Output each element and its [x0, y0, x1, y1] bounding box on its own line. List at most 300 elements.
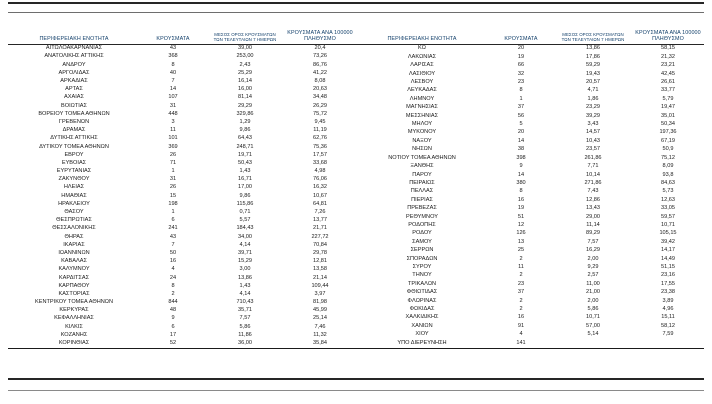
cell-cases: 91: [517, 322, 525, 329]
cell-region: ΑΡΤΑΣ: [65, 86, 83, 93]
cell-cases: 31: [169, 102, 177, 109]
cell-per100k: 5,73: [662, 188, 674, 195]
cell-avg: 271,86: [584, 179, 602, 186]
cell-region: ΑΡΓΟΛΙΔΑΣ: [58, 69, 90, 76]
cell-per100k: 17,57: [313, 151, 327, 158]
cell-per100k: 26,61: [661, 79, 675, 86]
table-row: [356, 314, 704, 322]
cell-per100k: 76,06: [313, 176, 327, 183]
cell-avg: 23,57: [586, 146, 600, 153]
table-row: [356, 306, 704, 314]
table-row: [356, 62, 704, 70]
cell-cases: 19: [517, 205, 525, 212]
cell-region: ΝΑΞΟΥ: [412, 137, 432, 144]
cell-avg: 13,43: [586, 205, 600, 212]
table-row: [8, 45, 356, 54]
cell-avg: [554, 339, 632, 348]
cell-cases: 9: [171, 315, 175, 322]
table-row: [356, 289, 704, 297]
cell-cases: 37: [517, 289, 525, 296]
cell-per100k: 75,72: [313, 110, 327, 117]
cell-region: ΣΠΟΡΑΔΩΝ: [406, 255, 438, 262]
cell-cases: 40: [169, 69, 177, 76]
cell-avg: 10,43: [586, 137, 600, 144]
cell-per100k: 11,19: [313, 127, 327, 134]
table-body-right: [356, 45, 704, 349]
cell-per100k: 34,48: [313, 94, 327, 101]
cell-avg: 35,71: [238, 307, 252, 314]
cell-cases: 844: [168, 299, 178, 306]
cell-region: ΔΥΤΙΚΗΣ ΑΤΤΙΚΗΣ: [50, 135, 98, 142]
cell-avg: 11,00: [586, 280, 600, 287]
cell-cases: 16: [517, 314, 525, 321]
column-header-region: [8, 22, 140, 45]
cell-per100k: 4,96: [662, 306, 674, 313]
cell-region: ΗΡΑΚΛΕΙΟΥ: [58, 200, 90, 207]
cell-avg: 16,71: [238, 176, 252, 183]
table-row: [8, 151, 356, 159]
cell-avg: 14,57: [586, 129, 600, 136]
cell-avg: 248,71: [236, 143, 254, 150]
cell-cases: 8: [171, 61, 175, 68]
cell-per100k: 10,67: [313, 192, 327, 199]
cell-avg: 15,29: [238, 258, 252, 265]
cell-cases: 2: [519, 306, 523, 313]
cell-cases: 8: [171, 282, 175, 289]
column-header-avg7d: [554, 22, 632, 45]
cell-region: ΞΑΝΘΗΣ: [410, 163, 434, 170]
bottom-rule-thick: [8, 378, 704, 380]
cell-region: ΦΘΙΩΤΙΔΑΣ: [406, 289, 438, 296]
cell-cases: 25: [517, 247, 525, 254]
table-row: [356, 196, 704, 204]
table-row: [8, 225, 356, 233]
cell-region: ΓΡΕΒΕΝΩΝ: [58, 118, 90, 125]
cell-cases: 15: [169, 192, 177, 199]
table-row: [8, 176, 356, 184]
table-row: [8, 233, 356, 241]
cell-per100k: 26,29: [313, 102, 327, 109]
table-row: [356, 222, 704, 230]
cell-per100k: 75,12: [661, 154, 675, 161]
cell-avg: 10,14: [586, 171, 600, 178]
column-header-region-label: ΠΕΡΙΦΕΡΕΙΑΚΗ ΕΝΟΤΗΤΑ: [387, 35, 457, 42]
cell-avg: 1,43: [239, 282, 251, 289]
table-row: [8, 291, 356, 299]
cell-avg: 7,57: [587, 238, 599, 245]
cell-region: ΡΟΔΟΥ: [412, 230, 432, 237]
table-row: [8, 102, 356, 110]
table-row: [8, 274, 356, 282]
cell-per100k: 7,26: [314, 209, 326, 216]
cell-region: ΠΕΛΛΑΣ: [410, 188, 434, 195]
cell-per100k: 58,12: [661, 322, 675, 329]
column-header-avg7d-line1: ΜΕΣΟΣ ΟΡΟΣ ΚΡΟΥΣΜΑΤΩΝ: [214, 32, 276, 38]
cell-region: ΗΜΑΘΙΑΣ: [61, 192, 87, 199]
cell-region: ΑΧΑΪΑΣ: [64, 94, 84, 101]
cell-cases: 107: [168, 94, 178, 101]
cell-region: ΑΡΚΑΔΙΑΣ: [60, 78, 88, 85]
cell-cases: 17: [169, 331, 177, 338]
table-row: [356, 205, 704, 213]
cell-per100k: 3,97: [314, 290, 326, 297]
cell-per100k: 8,08: [314, 78, 326, 85]
table-body-left: [8, 45, 356, 349]
cell-region: ΖΑΚΥΝΘΟΥ: [58, 176, 90, 183]
cell-cases: 1: [171, 168, 175, 175]
cell-region: ΤΡΙΚΑΛΩΝ: [407, 280, 437, 287]
cell-per100k: 9,45: [314, 118, 326, 125]
table-row: [356, 87, 704, 95]
cell-region: ΚΑΒΑΛΑΣ: [61, 258, 87, 265]
cell-cases: 66: [517, 62, 525, 69]
cell-per100k: 14,49: [661, 255, 675, 262]
cell-avg: 2,57: [587, 272, 599, 279]
cell-cases: 52: [140, 340, 206, 349]
table-row: [8, 315, 356, 323]
cell-cases: 8: [519, 87, 523, 94]
cell-region: ΠΡΕΒΕΖΑΣ: [407, 205, 437, 212]
cell-avg: 19,71: [238, 151, 252, 158]
cell-region: ΛΕΥΚΑΔΑΣ: [407, 87, 437, 94]
cell-avg: 9,86: [239, 127, 251, 134]
cell-cases: 23: [517, 280, 525, 287]
cell-avg: 9,29: [587, 263, 599, 270]
cell-per100k: 105,15: [659, 230, 677, 237]
table-row: [356, 146, 704, 154]
cell-per100k: 93,8: [662, 171, 674, 178]
cell-avg: 50,43: [238, 159, 252, 166]
table-row: [8, 242, 356, 250]
table-row: [8, 119, 356, 127]
cell-cases: 8: [519, 188, 523, 195]
cell-region: ΧΑΝΙΩΝ: [411, 322, 433, 329]
cell-per100k: 42,45: [661, 70, 675, 77]
table-row: [8, 332, 356, 340]
cell-cases: 51: [517, 213, 525, 220]
cell-avg: 21,00: [586, 289, 600, 296]
table-row: [356, 154, 704, 162]
cell-region: ΣΥΡΟΥ: [412, 263, 432, 270]
cell-cases: 1: [519, 95, 523, 102]
cell-avg: 16,29: [586, 247, 600, 254]
cell-cases: 448: [168, 110, 178, 117]
cell-cases: 16: [169, 258, 177, 265]
cell-cases: 26: [169, 151, 177, 158]
cell-region: ΘΕΣΣΑΛΟΝΙΚΗΣ: [52, 225, 96, 232]
table-row: [356, 53, 704, 61]
cell-region: ΙΩΑΝΝΙΝΩΝ: [58, 249, 90, 256]
cell-per100k: 20,4: [314, 45, 326, 52]
table-row: [8, 70, 356, 78]
cell-per100k: 59,57: [661, 213, 675, 220]
cell-per100k: 21,71: [313, 225, 327, 232]
cell-per100k: 13,77: [313, 217, 327, 224]
cell-cases: 56: [517, 112, 525, 119]
cell-cases: 7: [171, 78, 175, 85]
cell-cases: 7: [171, 241, 175, 248]
column-header-per100k-line1: ΚΡΟΥΣΜΑΤΑ ΑΝΑ 100000: [635, 30, 701, 37]
column-header-region-label: ΠΕΡΙΦΕΡΕΙΑΚΗ ΕΝΟΤΗΤΑ: [39, 35, 109, 42]
cell-per100k: 8,09: [662, 163, 674, 170]
cell-avg: 1,29: [239, 118, 251, 125]
cell-avg: 4,14: [239, 290, 251, 297]
cell-region: ΚΟΖΑΝΗΣ: [60, 331, 88, 338]
cell-per100k: 64,81: [313, 200, 327, 207]
cell-avg: 29,00: [586, 213, 600, 220]
table-row: [356, 280, 704, 288]
table-row: [8, 201, 356, 209]
cell-per100k: 197,36: [659, 129, 677, 136]
cell-region: ΣΕΡΡΩΝ: [410, 247, 434, 254]
cell-per100k: 58,15: [661, 45, 675, 52]
cell-per100k: 75,36: [313, 143, 327, 150]
table-row: [8, 168, 356, 176]
cell-cases: 14: [517, 137, 525, 144]
cell-avg: 17,86: [586, 53, 600, 60]
cell-cases: 6: [171, 217, 175, 224]
cell-region: ΛΕΣΒΟΥ: [410, 79, 434, 86]
cell-cases: 16: [517, 196, 525, 203]
cell-avg: 9,86: [239, 192, 251, 199]
table-row: [8, 53, 356, 61]
cell-avg: 3,43: [587, 121, 599, 128]
cell-avg: 13,86: [238, 274, 252, 281]
cell-avg: 10,71: [586, 314, 600, 321]
cell-per100k: 16,32: [313, 184, 327, 191]
cell-avg: 64,43: [238, 135, 252, 142]
cell-avg: 329,86: [236, 110, 254, 117]
regional-cases-table-right: [356, 22, 704, 349]
cell-per100k: 35,01: [661, 112, 675, 119]
top-rule-thick: [8, 2, 704, 4]
cell-per100k: 35,84: [284, 340, 356, 349]
cell-cases: 241: [168, 225, 178, 232]
cell-cases: 2: [519, 255, 523, 262]
table-row: [356, 171, 704, 179]
cell-avg: 25,29: [238, 69, 252, 76]
cell-region: ΠΙΕΡΙΑΣ: [411, 196, 433, 203]
cell-cases: 24: [169, 274, 177, 281]
table-row: [8, 282, 356, 290]
cell-avg: 20,57: [586, 79, 600, 86]
cell-region: ΧΑΛΚΙΔΙΚΗΣ: [405, 314, 439, 321]
cell-cases: 6: [171, 323, 175, 330]
cell-cases: 2: [519, 297, 523, 304]
cell-avg: 36,00: [206, 340, 284, 349]
cell-per100k: 13,58: [313, 266, 327, 273]
cell-avg: 2,00: [587, 255, 599, 262]
cell-per100k: 15,11: [661, 314, 675, 321]
cell-cases: 14: [517, 171, 525, 178]
cell-region: ΔΡΑΜΑΣ: [62, 127, 86, 134]
table-row: [356, 112, 704, 120]
table-row: [356, 137, 704, 145]
cell-region: ΜΕΣΣΗΝΙΑΣ: [405, 112, 439, 119]
column-header-per100k-line1: ΚΡΟΥΣΜΑΤΑ ΑΝΑ 100000: [287, 30, 353, 37]
cell-per100k: 5,79: [662, 95, 674, 102]
cell-region: ΡΟΔΟΠΗΣ: [408, 221, 436, 228]
cell-avg: 19,43: [586, 70, 600, 77]
cell-cases: 43: [169, 233, 177, 240]
table-row: [8, 307, 356, 315]
cell-per100k: 21,32: [661, 53, 675, 60]
cell-per100k: 33,05: [661, 205, 675, 212]
top-rule-thin: [8, 12, 704, 13]
cell-cases: 31: [169, 176, 177, 183]
cell-avg: 39,29: [586, 112, 600, 119]
table-row: [8, 127, 356, 135]
table-header-left: [8, 22, 356, 45]
table-row: [8, 94, 356, 102]
cell-region: ΑΙΤΩΛΟΑΚΑΡΝΑΝΙΑΣ: [45, 45, 103, 52]
cell-cases: 32: [517, 70, 525, 77]
cell-cases: 13: [517, 238, 525, 245]
cell-per100k: 45,99: [313, 307, 327, 314]
cell-cases: 368: [168, 53, 178, 60]
cell-per100k: [632, 339, 704, 348]
table-row: [356, 213, 704, 221]
cell-avg: 2,43: [239, 61, 251, 68]
cell-region: ΛΗΜΝΟΥ: [409, 95, 435, 102]
cell-region: ΜΑΓΝΗΣΙΑΣ: [406, 104, 438, 111]
cell-cases: 14: [169, 86, 177, 93]
cell-avg: 5,86: [587, 306, 599, 313]
cell-per100k: 11,32: [313, 331, 327, 338]
cell-avg: 7,71: [587, 163, 599, 170]
column-header-cases: [140, 22, 206, 45]
cell-per100k: 84,63: [661, 179, 675, 186]
cell-region: ΠΑΡΟΥ: [412, 171, 432, 178]
cell-per100k: 62,76: [313, 135, 327, 142]
column-header-cases-label: ΚΡΟΥΣΜΑΤΑ: [156, 35, 190, 42]
cell-per100k: 29,78: [313, 249, 327, 256]
cell-per100k: 10,71: [661, 221, 675, 228]
table-row: [8, 266, 356, 274]
cell-avg: 253,00: [236, 53, 254, 60]
cell-cases: 398: [516, 154, 526, 161]
cell-avg: 184,43: [236, 225, 254, 232]
cell-cases: 19: [517, 53, 525, 60]
cell-cases: 101: [168, 135, 178, 142]
cell-per100k: 17,55: [661, 280, 675, 287]
cell-region: ΝΗΣΩΝ: [412, 146, 432, 153]
table-row: [356, 255, 704, 263]
cell-avg: 710,43: [236, 299, 254, 306]
cell-region: ΕΥΒΟΙΑΣ: [61, 159, 87, 166]
cell-avg: 1,86: [587, 95, 599, 102]
cell-avg: 261,86: [584, 154, 602, 161]
table-row: [8, 78, 356, 86]
column-header-per100k: [284, 22, 356, 45]
cell-per100k: 39,42: [661, 238, 675, 245]
cell-region: ΚΕΦΑΛΛΗΝΙΑΣ: [54, 315, 94, 322]
cell-per100k: 33,68: [313, 159, 327, 166]
table-row: [356, 322, 704, 330]
table-row: [356, 79, 704, 87]
table-row: [356, 297, 704, 305]
table-row: [356, 188, 704, 196]
cell-per100k: 67,19: [661, 137, 675, 144]
cell-per100k: 70,84: [313, 241, 327, 248]
table-row: [8, 209, 356, 217]
cell-avg: 1,43: [239, 168, 251, 175]
cell-cases: 48: [169, 307, 177, 314]
cell-cases: 37: [517, 104, 525, 111]
column-header-per100k-line2: ΠΛΗΘΥΣΜΟ: [304, 35, 336, 42]
cell-region: ΤΗΝΟΥ: [412, 272, 432, 279]
cell-per100k: 50,34: [661, 121, 675, 128]
cell-per100k: 23,16: [661, 272, 675, 279]
cell-per100k: 12,63: [661, 196, 675, 203]
cell-per100k: 23,21: [661, 62, 675, 69]
cell-region: ΘΗΡΑΣ: [64, 233, 84, 240]
table-row: [8, 135, 356, 143]
cell-region: ΚΑΡΠΑΘΟΥ: [58, 282, 90, 289]
table-row: [356, 339, 704, 348]
cell-region: ΣΑΜΟΥ: [412, 238, 432, 245]
cell-cases: 2: [519, 272, 523, 279]
cell-per100k: 23,38: [661, 289, 675, 296]
table-row: [356, 272, 704, 280]
cell-avg: 3,00: [239, 266, 251, 273]
column-header-avg7d-line2: ΤΩΝ ΤΕΛΕΥΤΑΙΩΝ 7 ΗΜΕΡΩΝ: [561, 36, 625, 42]
cell-avg: 29,29: [238, 102, 252, 109]
cell-region: ΚΟΡΙΝΘΙΑΣ: [8, 340, 140, 349]
cell-region: ΚΑΡΔΙΤΣΑΣ: [58, 274, 90, 281]
cell-avg: 5,14: [587, 331, 599, 338]
cell-region: ΡΕΘΥΜΝΟΥ: [406, 213, 438, 220]
cell-region: ΚΕΡΚΥΡΑΣ: [59, 307, 89, 314]
cell-per100k: 19,47: [661, 104, 675, 111]
column-header-region: [356, 22, 488, 45]
table-row: [356, 45, 704, 54]
cell-cases: 26: [169, 184, 177, 191]
table-row: [8, 192, 356, 200]
cell-region: ΑΝΔΡΟΥ: [62, 61, 86, 68]
cell-avg: 5,57: [239, 217, 251, 224]
cell-region: ΜΗΛΟΥ: [411, 121, 433, 128]
cell-avg: 16,00: [238, 86, 252, 93]
column-header-cases-label: ΚΡΟΥΣΜΑΤΑ: [504, 35, 538, 42]
cell-avg: 7,57: [239, 315, 251, 322]
cell-per100k: 3,89: [662, 297, 674, 304]
cell-cases: 38: [517, 146, 525, 153]
table-row: [8, 111, 356, 119]
cell-avg: 34,00: [238, 233, 252, 240]
cell-cases: 71: [169, 159, 177, 166]
cell-avg: 5,86: [239, 323, 251, 330]
cell-region: ΕΥΡΥΤΑΝΙΑΣ: [56, 168, 92, 175]
column-header-per100k-line2: ΠΛΗΘΥΣΜΟ: [652, 35, 684, 42]
cell-region: ΛΑΣΙΘΙΟΥ: [408, 70, 436, 77]
table-row: [356, 180, 704, 188]
table-row: [356, 247, 704, 255]
column-header-cases: [488, 22, 554, 45]
cell-per100k: 21,14: [313, 274, 327, 281]
table-row: [356, 104, 704, 112]
cell-region: ΚΙΛΚΙΣ: [65, 323, 83, 330]
cell-cases: 141: [488, 339, 554, 348]
table-header-right: [356, 22, 704, 45]
cell-region: ΥΠΟ ΔΙΕΡΕΥΝΗΣΗ: [356, 339, 488, 348]
cell-avg: 11,14: [586, 221, 600, 228]
cell-avg: 12,86: [586, 196, 600, 203]
cell-per100k: 86,76: [313, 61, 327, 68]
table-row: [356, 264, 704, 272]
table-row: [8, 299, 356, 307]
cell-avg: 39,00: [238, 45, 252, 52]
